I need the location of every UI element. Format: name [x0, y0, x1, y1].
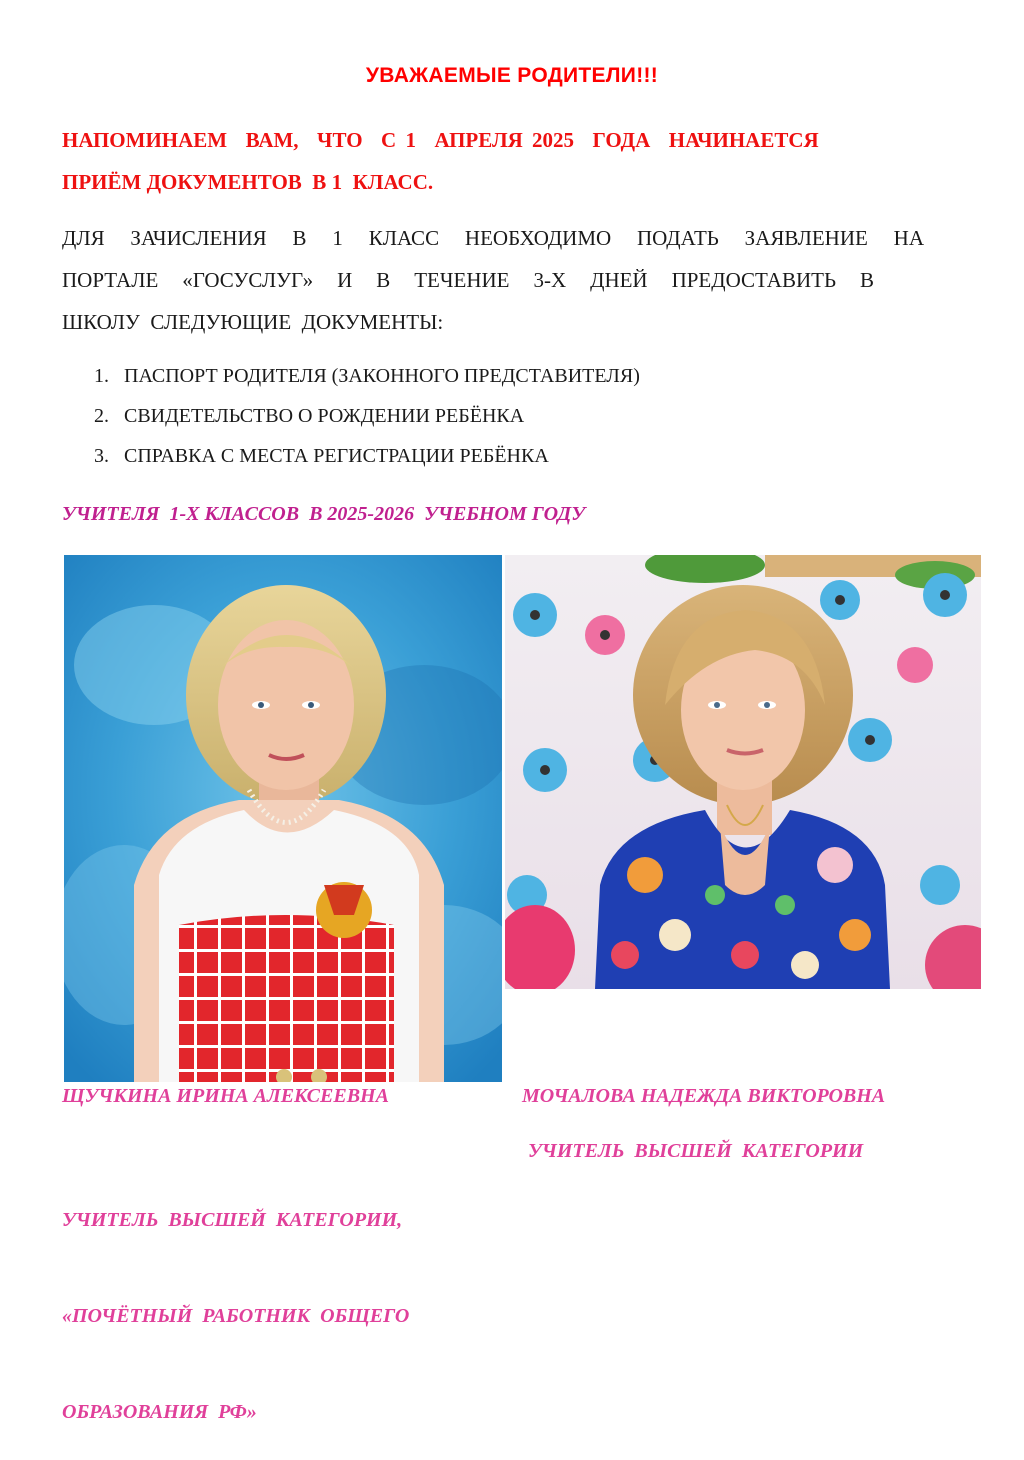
teacher-1-title [62, 1140, 409, 1460]
list-item-number: 3. [94, 445, 109, 467]
teacher-1-title-line: «ПОЧЁТНЫЙ РАБОТНИК ОБЩЕГО [62, 1305, 410, 1327]
enrollment-line-1: ДЛЯ ЗАЧИСЛЕНИЯ В 1 КЛАСС НЕОБХОДИМО ПОДАТЬ ЗАЯВЛЕНИЕ НА [62, 226, 924, 250]
teacher-2-title: УЧИТЕЛЬ ВЫСШЕЙ КАТЕГОРИИ [528, 1140, 864, 1162]
list-item-text: ПАСПОРТ РОДИТЕЛЯ (ЗАКОННОГО ПРЕДСТАВИТЕЛЯ) [124, 365, 640, 387]
page-title: УВАЖАЕМЫЕ РОДИТЕЛИ!!! [365, 64, 659, 87]
list-item-text: СПРАВКА С МЕСТА РЕГИСТРАЦИИ РЕБЁНКА [124, 445, 549, 467]
list-item-text: СВИДЕТЕЛЬСТВО О РОЖДЕНИИ РЕБЁНКА [124, 405, 525, 427]
list-item-number: 1. [94, 365, 109, 387]
reminder-line-2: ПРИЁМ ДОКУМЕНТОВ В 1 КЛАСС. [62, 170, 434, 194]
teacher-1-name: ЩУЧКИНА ИРИНА АЛЕКСЕЕВНА [62, 1085, 389, 1107]
teacher-photo-1 [64, 555, 502, 1082]
documents-list [94, 364, 640, 484]
list-item-number: 2. [94, 405, 109, 427]
teacher-1-title-line: УЧИТЕЛЬ ВЫСШЕЙ КАТЕГОРИИ, [62, 1209, 403, 1231]
reminder-line-1: НАПОМИНАЕМ ВАМ, ЧТО С 1 АПРЕЛЯ 2025 ГОДА НАЧИНАЕТСЯ [62, 128, 819, 152]
list-item [94, 364, 640, 404]
enrollment-line-3: ШКОЛУ СЛЕДУЮЩИЕ ДОКУМЕНТЫ: [62, 310, 444, 334]
teachers-heading: УЧИТЕЛЯ 1-Х КЛАССОВ В 2025-2026 УЧЕБНОМ ГОДУ [62, 503, 586, 525]
enrollment-line-2: ПОРТАЛЕ «ГОСУСЛУГ» И В ТЕЧЕНИЕ 3-Х ДНЕЙ ПРЕДОСТАВИТЬ В [62, 268, 874, 292]
teacher-photo-2 [505, 555, 981, 989]
teacher-1-title-line: ОБРАЗОВАНИЯ РФ» [62, 1401, 257, 1423]
list-item [94, 444, 640, 484]
list-item [94, 404, 640, 444]
teacher-2-name: МОЧАЛОВА НАДЕЖДА ВИКТОРОВНА [522, 1085, 886, 1107]
